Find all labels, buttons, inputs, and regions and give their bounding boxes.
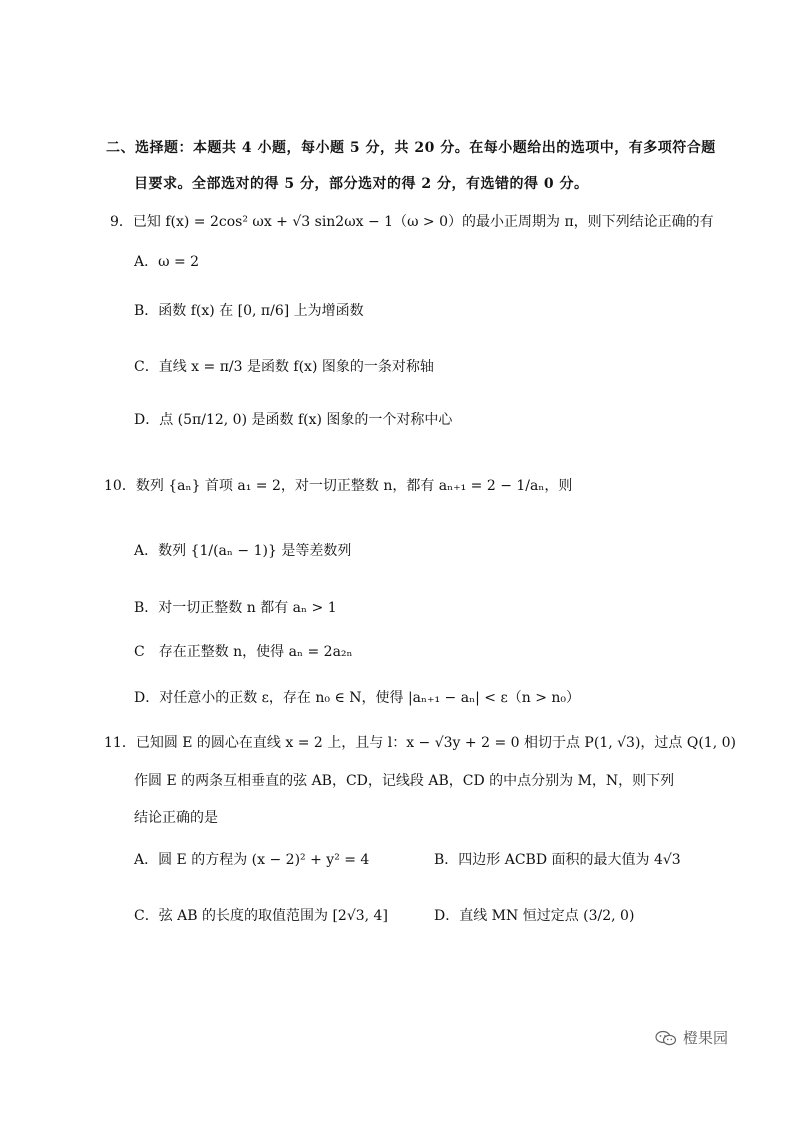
- watermark: [655, 1027, 728, 1048]
- section-header-line-2: 目要求。全部选对的得 5 分，部分选对的得 2 分，有选错的得 0 分。: [134, 176, 589, 192]
- question-10-option-a: A．数列 {1/(aₙ − 1)} 是等差数列: [134, 543, 352, 559]
- question-11-option-d: D．直线 MN 恒过定点 (3/2, 0): [434, 908, 635, 924]
- question-9-option-a: A．ω = 2: [134, 254, 200, 270]
- watermark-text: 橙果园: [683, 1029, 729, 1047]
- question-9-option-d: D．点 (5π/12, 0) 是函数 f(x) 图象的一个对称中心: [134, 412, 453, 428]
- question-10-stem: 10．数列 {aₙ} 首项 a₁ = 2，对一切正整数 n，都有 aₙ₊₁ = 2 − 1/aₙ，则: [104, 478, 573, 494]
- question-10-option-b: B．对一切正整数 n 都有 aₙ > 1: [134, 600, 337, 616]
- question-11-option-a: A．圆 E 的方程为 (x − 2)² + y² = 4: [134, 852, 370, 868]
- question-11-stem-line-1: 11．已知圆 E 的圆心在直线 x = 2 上，且与 l：x − √3y + 2 = 0 相切于点 P(1, √3)，过点 Q(1, 0): [104, 735, 736, 751]
- question-9-option-c: C．直线 x = π/3 是函数 f(x) 图象的一条对称轴: [134, 359, 434, 375]
- question-11-stem-line-2: 作圆 E 的两条互相垂直的弦 AB，CD，记线段 AB，CD 的中点分别为 M，N，则下列: [134, 773, 675, 789]
- section-header-line-1: 二、选择题：本题共 4 小题，每小题 5 分，共 20 分。在每小题给出的选项中，有多项符合题: [106, 140, 716, 156]
- question-11-option-c: C．弦 AB 的长度的取值范围为 [2√3, 4]: [134, 908, 388, 924]
- wechat-icon: [655, 1030, 677, 1046]
- question-11-stem-line-3: 结论正确的是: [134, 810, 218, 826]
- question-9-stem: 9．已知 f(x) = 2cos² ωx + √3 sin2ωx − 1（ω > 0）的最小正周期为 π，则下列结论正确的有: [110, 214, 714, 230]
- question-10-option-d: D．对任意小的正数 ε，存在 n₀ ∈ N，使得 |aₙ₊₁ − aₙ| < ε（n > n₀）: [134, 690, 581, 706]
- question-10-option-c: C 存在正整数 n，使得 aₙ = 2a₂ₙ: [134, 644, 353, 660]
- question-9-option-b: B．函数 f(x) 在 [0, π/6] 上为增函数: [134, 303, 364, 319]
- question-11-option-b: B．四边形 ACBD 面积的最大值为 4√3: [434, 852, 681, 868]
